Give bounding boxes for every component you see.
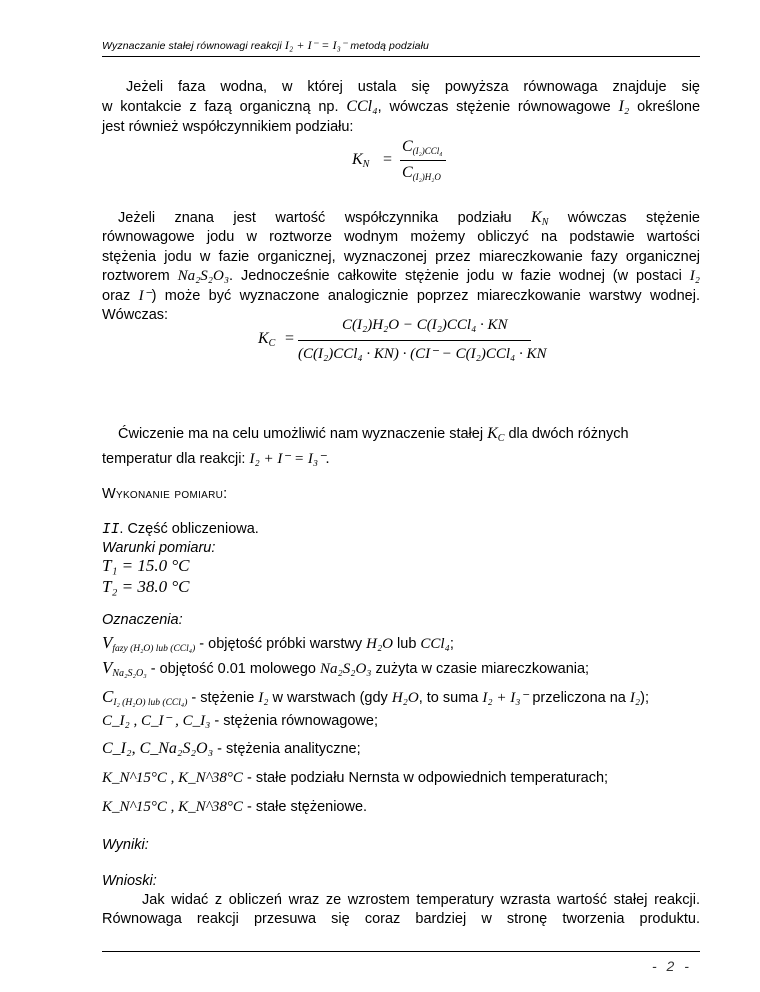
notation-label: Oznaczenia: — [102, 612, 183, 628]
eq2-denominator: (C(I₂)CCl₄ · KN) · (CI⁻ − C(I₂)CCl₄ · KN — [298, 346, 547, 362]
conclusion-line-1: Jak widać z obliczeń wraz ze wzrostem temperatury wzrasta wartość stałej reakcji. — [142, 892, 700, 908]
notation-row: C_I₂ , C_I⁻ , C_I₃ - stężenia równowagowe; — [102, 713, 379, 729]
paragraph-goal — [102, 424, 700, 470]
eq1-equals: = — [383, 151, 393, 168]
p3-line-2: temperatur dla reakcji: I₂ + I⁻ = I₃⁻. — [102, 451, 330, 468]
section-heading: Wykonanie pomiaru: — [102, 486, 228, 502]
paragraph-intro — [102, 78, 700, 137]
part-heading: II. Część obliczeniowa. — [102, 521, 259, 538]
header-reaction: I₂ + I⁻ = I₃⁻ — [284, 38, 348, 52]
p1-line-1: Jeżeli faza wodna, w której ustala się powyższa równowaga znajduje się — [126, 79, 700, 95]
header-rule — [102, 56, 700, 57]
temperature-2: T₂ = 38.0 °C — [102, 577, 190, 596]
notation-row: C_I₂, C_Na₂S₂O₃ - stężenia analityczne; — [102, 740, 361, 757]
p2-line-2: równowagowe jodu w roztworze wodnym możemy obliczyć na podstawie wartości — [102, 229, 700, 246]
running-header — [102, 38, 429, 53]
notation-row: $C_{I_2 (H_2O) lub (CCl_4)}$ - stężenie I₂ w warstwach (gdy H₂O, to suma I₂ + I₃⁻ przeliczona na I₂); — [102, 687, 649, 708]
conclusion-line-2: Równowaga reakcji przesuwa się coraz bardziej w stronę tworzenia produktu. — [102, 911, 700, 927]
results-label: Wyniki: — [102, 837, 149, 853]
eq2-fraction-bar — [298, 340, 531, 341]
notation-row: K_N^15°C , K_N^38°C - stałe stężeniowe. — [102, 799, 368, 815]
eq2-lhs: $K_C$ — [258, 330, 276, 349]
conclusions-label: Wnioski: — [102, 873, 157, 889]
page-number: - 2 - — [652, 958, 692, 974]
header-title-prefix: Wyznaczanie stałej równowagi reakcji — [102, 40, 282, 52]
eq2-equals: = — [285, 330, 295, 347]
p2-line-3: stężenia jodu w fazie organicznej, wyznaczonej przez miareczkowanie fazy organicznej — [102, 248, 700, 265]
footer-rule — [102, 951, 700, 952]
eq1-numerator: $C_{(I_2)CCl_4}$ — [402, 138, 443, 156]
p2-line-5: oraz I⁻) może być wyznaczone analogicznie poprzez miareczkowanie warstwy wodnej. — [102, 287, 701, 304]
p1-line-3: jest również współczynnikiem podziału: — [102, 118, 354, 135]
paragraph-method — [102, 208, 700, 325]
eq1-denominator: $C_{(I_2)H_2O}$ — [402, 164, 441, 182]
p2-line-6: Wówczas: — [102, 307, 169, 324]
p1-line-2: w kontakcie z fazą organiczną np. CCl₄, wówczas stężenie równowagowe I₂ określone — [102, 98, 701, 116]
notation-row: $V_{Na_2S_2O_3}$ - objętość 0.01 molowego Na₂S₂O₃ zużyta w czasie miareczkowania; — [102, 658, 590, 679]
p2-line-1: Jeżeli znana jest wartość współczynnika podziału $K_N$ wówczas stężenie — [118, 209, 700, 228]
eq1-fraction-bar — [400, 160, 446, 161]
p3-line-1: Ćwiczenie ma na celu umożliwić nam wyznaczenie stałej $K_C$ dla dwóch różnych — [118, 425, 629, 444]
eq1-lhs: $K_N$ — [352, 151, 370, 170]
p2-line-4: roztworem Na₂S₂O₃. Jednocześnie całkowite stężenie jodu w fazie wodnej (w postaci I₂ — [102, 268, 701, 285]
temperature-1: T₁ = 15.0 °C — [102, 556, 190, 575]
notation-row: K_N^15°C , K_N^38°C - stałe podziału Nernsta w odpowiednich temperaturach; — [102, 770, 609, 786]
notation-row: $V_{fazy (H_2O) lub (CCl_4)}$ - objętość próbki warstwy H₂O lub CCl₄; — [102, 633, 454, 654]
header-title-suffix: metodą podziału — [350, 40, 429, 52]
conditions-label: Warunki pomiaru: — [102, 540, 216, 556]
eq2-numerator: C(I₂)H₂O − C(I₂)CCl₄ · KN — [342, 317, 508, 333]
